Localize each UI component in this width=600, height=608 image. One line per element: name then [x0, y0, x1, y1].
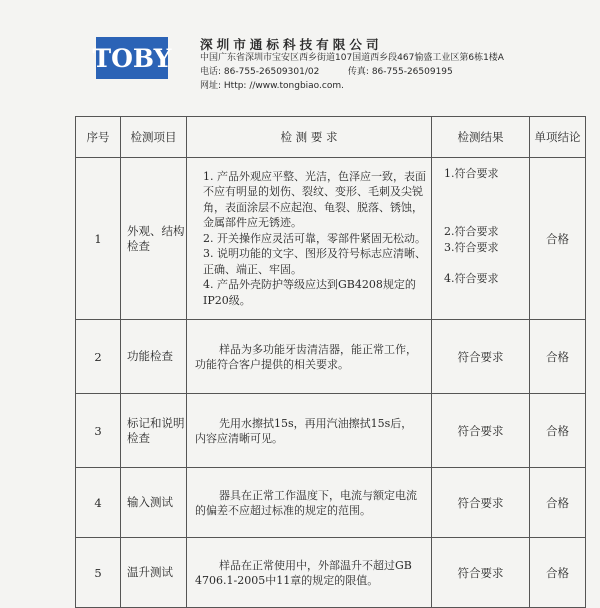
requirement-item: 1. 产品外观应平整、光洁，色泽应一致，表面不应有明显的划伤、裂纹、变形、毛刺及尖锐角，表面涂层不应起泡、龟裂、脱落、锈蚀，金属部件应无锈迹。 — [203, 169, 426, 230]
table-row — [76, 394, 586, 468]
requirement-item: 3. 说明功能的文字、图形及符号标志应清晰、正确、端正、牢固。 — [203, 247, 426, 276]
table-row — [76, 468, 586, 538]
logo-text: TOBY — [92, 43, 172, 73]
requirement-item: 2. 开关操作应灵活可靠，零部件紧固无松动。 — [203, 231, 426, 245]
table-header-row — [76, 117, 586, 158]
row-conclusion: 合格 — [530, 158, 586, 320]
row-result: 符合要求 — [432, 468, 530, 538]
row-conclusion: 合格 — [530, 538, 586, 608]
requirement-text: 样品在正常使用中，外部温升不超过GB 4706.1-2005中11章的规定的限值。 — [195, 558, 412, 587]
row-conclusion: 合格 — [530, 468, 586, 538]
row-requirement — [187, 394, 432, 468]
test-report-table — [75, 116, 586, 608]
table-row — [76, 320, 586, 394]
company-name: 深圳市通标科技有限公司 — [200, 37, 383, 52]
row-requirements — [187, 158, 432, 320]
row-result: 符合要求 — [432, 394, 530, 468]
requirement-text: 器具在正常工作温度下，电流与额定电流的偏差不应超过标准的规定的范围。 — [195, 488, 417, 517]
row-requirement — [187, 538, 432, 608]
phone-number: 电话: 86-755-26509301/02 — [200, 67, 320, 77]
header-conclusion: 单项结论 — [530, 117, 586, 158]
fax-number: 传真: 86-755-26509195 — [347, 67, 453, 77]
requirement-item: 4. 产品外壳防护等级应达到GB4208规定的IP20级。 — [203, 278, 416, 307]
header-item: 检测项目 — [121, 117, 187, 158]
row-no: 2 — [76, 320, 121, 394]
row-results — [432, 158, 530, 320]
result-item: 2.符合要求 — [444, 225, 499, 238]
header-result: 检测结果 — [432, 117, 530, 158]
row-result: 符合要求 — [432, 320, 530, 394]
result-item: 1.符合要求 — [444, 167, 499, 180]
row-item: 输入测试 — [121, 468, 187, 538]
requirement-text: 先用水擦拭15s，再用汽油擦拭15s后，内容应清晰可见。 — [195, 416, 413, 445]
row-no: 3 — [76, 394, 121, 468]
header-no: 序号 — [76, 117, 121, 158]
table-row — [76, 538, 586, 608]
row-item: 温升测试 — [121, 538, 187, 608]
table-row — [76, 158, 586, 320]
requirement-text: 样品为多功能牙齿清洁器，能正常工作，功能符合客户提供的相关要求。 — [195, 342, 417, 371]
row-conclusion: 合格 — [530, 394, 586, 468]
row-no: 1 — [76, 158, 121, 320]
row-item: 标记和说明检查 — [121, 394, 187, 468]
row-no: 5 — [76, 538, 121, 608]
row-no: 4 — [76, 468, 121, 538]
header-requirement: 检 测 要 求 — [187, 117, 432, 158]
row-requirement — [187, 468, 432, 538]
website: 网址: Http: //www.tongbiao.com. — [200, 81, 344, 91]
row-conclusion: 合格 — [530, 320, 586, 394]
result-item: 4.符合要求 — [444, 271, 499, 285]
row-result: 符合要求 — [432, 538, 530, 608]
company-logo — [92, 37, 172, 79]
row-requirement — [187, 320, 432, 394]
contact-line — [200, 64, 453, 77]
row-item: 外观、结构检查 — [121, 158, 187, 320]
company-address: 中国广东省深圳市宝安区西乡街道107国道西乡段467愉盛工业区第6栋1楼A — [200, 53, 504, 63]
result-item: 3.符合要求 — [444, 240, 499, 254]
row-item: 功能检查 — [121, 320, 187, 394]
